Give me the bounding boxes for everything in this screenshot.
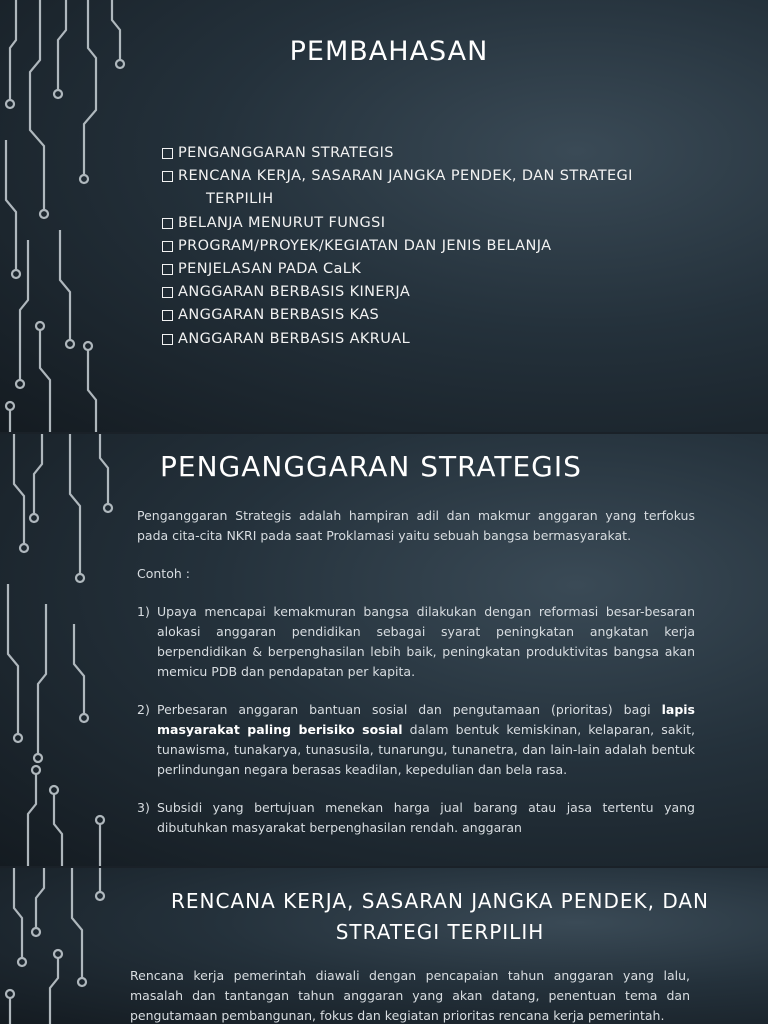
list-item: RENCANA KERJA, SASARAN JANGKA PENDEK, DAN STRATEGI TERPILIH bbox=[162, 165, 718, 211]
circuit-decoration bbox=[0, 868, 120, 1024]
list-item: ANGGARAN BERBASIS KAS bbox=[162, 304, 718, 327]
slide-rencana-kerja bbox=[0, 868, 768, 1024]
slide-body bbox=[130, 966, 690, 1024]
checkbox-icon bbox=[162, 334, 173, 345]
page-title: RENCANA KERJA, SASARAN JANGKA PENDEK, DAN STRATEGI TERPILIH bbox=[170, 889, 710, 944]
checkbox-icon bbox=[162, 264, 173, 275]
list-item: 2) Perbesaran anggaran bantuan sosial dan pengutamaan (prioritas) bagi lapis masyarakat paling berisiko sosial dalam bentuk kemiskinan, kelaparan, sakit, tunawisma, tunakarya, tunasusila, tunarungu, tunanetra, dan lain-lain adalah bentuk perlindungan negara berasas keadilan, kepedulian dan bela rasa. bbox=[137, 702, 695, 777]
list-item: 3) Subsidi yang bertujuan menekan harga jual barang atau jasa tertentu yang dibutuhkan masyarakat berpenghasilan rendah. anggaran bbox=[137, 800, 695, 835]
contoh-label: Contoh : bbox=[137, 566, 190, 581]
body-paragraph: Rencana kerja pemerintah diawali dengan pencapaian tahun anggaran yang lalu, masalah dan tantangan tahun anggaran yang akan datang, penentuan tema dan pengutamaan pembangunan, fokus dan kegiatan prioritas rencana kerja pemerintah. bbox=[130, 968, 690, 1023]
page-title: PENGANGGARAN STRATEGIS bbox=[160, 450, 582, 483]
page-title: PEMBAHASAN bbox=[289, 36, 489, 67]
list-item: PENGANGGARAN STRATEGIS bbox=[162, 142, 718, 165]
slide-pembahasan bbox=[0, 0, 768, 432]
list-item: ANGGARAN BERBASIS KINERJA bbox=[162, 281, 718, 304]
slide-penganggaran-strategis bbox=[0, 434, 768, 866]
checkbox-icon bbox=[162, 171, 173, 182]
checkbox-icon bbox=[162, 148, 173, 159]
checkbox-icon bbox=[162, 218, 173, 229]
topic-list bbox=[162, 142, 718, 351]
list-item: PENJELASAN PADA CaLK bbox=[162, 258, 718, 281]
checkbox-icon bbox=[162, 310, 173, 321]
checkbox-icon bbox=[162, 287, 173, 298]
list-item: 1) Upaya mencapai kemakmuran bangsa dilakukan dengan reformasi besar-besaran alokasi anggaran pendidikan sebagai syarat peningkatan angkatan kerja berpendidikan & berpenghasilan lebih baik, peningkatan produktivitas bangsa akan memicu PDB dan pendapatan per kapita. bbox=[137, 604, 695, 679]
list-item: BELANJA MENURUT FUNGSI bbox=[162, 212, 718, 235]
intro-paragraph: Penganggaran Strategis adalah hampiran adil dan makmur anggaran yang terfokus pada cita-cita NKRI pada saat Proklamasi yaitu sebuah bangsa bermasyarakat. bbox=[137, 508, 695, 543]
checkbox-icon bbox=[162, 241, 173, 252]
circuit-decoration bbox=[0, 434, 130, 866]
slide-body bbox=[137, 506, 695, 838]
list-item: PROGRAM/PROYEK/KEGIATAN DAN JENIS BELANJA bbox=[162, 235, 718, 258]
list-item: ANGGARAN BERBASIS AKRUAL bbox=[162, 328, 718, 351]
